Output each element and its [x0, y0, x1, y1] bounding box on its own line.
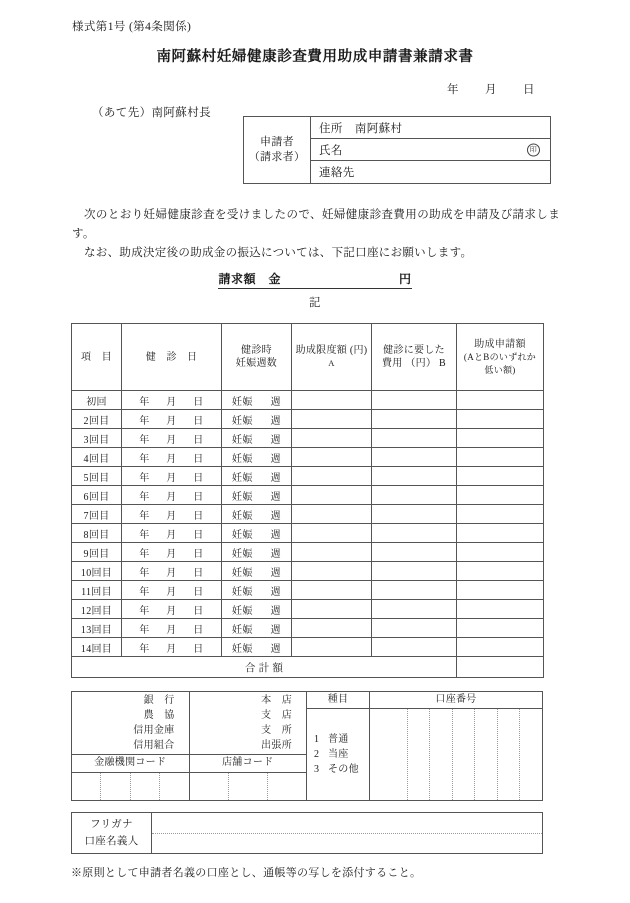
date-day-label: 日: [193, 548, 204, 560]
row-subsidy-request-cell[interactable]: [457, 562, 544, 581]
row-pregnancy-week-cell[interactable]: [222, 581, 292, 600]
applicant-label-line2: （請求者）: [248, 151, 306, 163]
code-header-row: [72, 754, 306, 772]
row-pregnancy-week-cell[interactable]: [222, 600, 292, 619]
date-year-label: 年: [139, 510, 150, 522]
form-number: 様式第1号 (第4条関係): [72, 21, 192, 33]
addressee: （あて先）南阿蘇村長: [92, 107, 211, 119]
row-subsidy-limit-cell[interactable]: [292, 638, 372, 657]
week-prefix-label: 妊娠: [232, 624, 253, 636]
table-row: [72, 448, 544, 467]
week-prefix-label: 妊娠: [232, 491, 253, 503]
row-item-label: 11回目: [72, 581, 122, 600]
account-holder-fields: [152, 813, 542, 853]
week-prefix-label: 妊娠: [232, 434, 253, 446]
table-row: [72, 429, 544, 448]
date-year-label: 年: [139, 548, 150, 560]
table-row: [72, 467, 544, 486]
date-month-label: 月: [166, 586, 177, 598]
week-suffix-label: 週: [270, 529, 281, 541]
name-label: 氏名: [319, 144, 343, 157]
row-subsidy-request-cell[interactable]: [457, 467, 544, 486]
row-actual-cost-cell[interactable]: [372, 410, 457, 429]
row-subsidy-limit-cell[interactable]: [292, 429, 372, 448]
row-subsidy-limit-cell[interactable]: [292, 486, 372, 505]
row-actual-cost-cell[interactable]: [372, 505, 457, 524]
ki-marker: 記: [309, 297, 321, 309]
account-number-digit[interactable]: [520, 709, 542, 800]
account-type-column: [307, 692, 370, 800]
row-item-label: 4回目: [72, 448, 122, 467]
week-prefix-label: 妊娠: [232, 396, 253, 408]
row-item-label: 12回目: [72, 600, 122, 619]
exam-table-head: [72, 324, 544, 391]
date-day-label: 日: [193, 586, 204, 598]
date-year-label: 年: [139, 643, 150, 655]
row-item-label: 14回目: [72, 638, 122, 657]
date-year-label: 年: [139, 491, 150, 503]
applicant-contact-row[interactable]: [311, 161, 550, 183]
row-item-label: 5回目: [72, 467, 122, 486]
date-month-label: 月: [166, 605, 177, 617]
row-pregnancy-week-cell[interactable]: [222, 391, 292, 410]
exam-table-foot: [72, 657, 544, 678]
date-month-label: 月: [166, 624, 177, 636]
date-day-label: 日: [193, 434, 204, 446]
account-holder-labels: [72, 813, 152, 853]
footer-note: ※原則として申請者名義の口座とし、通帳等の写しを添付すること。: [71, 867, 422, 879]
branch-code-label: 店舗コード: [222, 757, 274, 768]
week-suffix-label: 週: [270, 491, 281, 503]
week-prefix-label: 妊娠: [232, 510, 253, 522]
row-item-label: 9回目: [72, 543, 122, 562]
claim-amount-label: 請求額 金: [218, 272, 281, 286]
table-row: [72, 486, 544, 505]
institution-type-option[interactable]: 信用組合: [133, 740, 175, 751]
week-prefix-label: 妊娠: [232, 453, 253, 465]
date-month-label: 月: [485, 84, 497, 96]
row-subsidy-limit-cell[interactable]: [292, 524, 372, 543]
date-month-label: 月: [166, 472, 177, 484]
table-row: [72, 543, 544, 562]
account-type-number: 3: [314, 764, 320, 775]
row-subsidy-limit-cell[interactable]: [292, 467, 372, 486]
row-subsidy-request-cell[interactable]: [457, 619, 544, 638]
week-suffix-label: 週: [270, 548, 281, 560]
week-suffix-label: 週: [270, 567, 281, 579]
account-number-column: [370, 692, 542, 800]
table-row: [72, 410, 544, 429]
row-exam-date-cell[interactable]: [122, 391, 222, 410]
bank-right-block: [307, 692, 542, 800]
account-number-digit[interactable]: [475, 709, 498, 800]
account-holder-name-input[interactable]: [152, 834, 542, 854]
row-pregnancy-week-cell[interactable]: [222, 562, 292, 581]
account-number-label: 口座番号: [370, 692, 542, 709]
branch-type-option[interactable]: 支 店: [261, 710, 292, 721]
row-actual-cost-cell[interactable]: [372, 448, 457, 467]
account-number-digit[interactable]: [498, 709, 521, 800]
total-row: [72, 657, 544, 678]
institution-code-digit[interactable]: [72, 773, 101, 800]
row-actual-cost-cell[interactable]: [372, 524, 457, 543]
contact-label: 連絡先: [319, 167, 355, 179]
date-year-label: 年: [139, 529, 150, 541]
header-subsidy-request: [457, 324, 544, 391]
account-holder-box: [71, 812, 543, 854]
date-month-label: 月: [166, 510, 177, 522]
account-type-options[interactable]: [307, 709, 369, 800]
row-actual-cost-cell[interactable]: [372, 486, 457, 505]
exam-table-body: [72, 391, 544, 657]
row-subsidy-request-cell[interactable]: [457, 581, 544, 600]
week-prefix-label: 妊娠: [232, 643, 253, 655]
row-subsidy-request-cell[interactable]: [457, 600, 544, 619]
week-suffix-label: 週: [270, 605, 281, 617]
row-subsidy-limit-cell[interactable]: [292, 448, 372, 467]
address-value: 南阿蘇村: [354, 122, 403, 135]
applicant-label: [244, 117, 311, 183]
furigana-input[interactable]: [152, 813, 542, 834]
institution-code-digit[interactable]: [160, 773, 188, 800]
branch-type-option[interactable]: 支 所: [261, 725, 292, 736]
header-limit-line2: A: [328, 358, 335, 368]
exam-table: [71, 323, 544, 678]
account-number-digit[interactable]: [430, 709, 453, 800]
date-day-label: 日: [193, 624, 204, 636]
row-item-label: 8回目: [72, 524, 122, 543]
table-row: [72, 619, 544, 638]
header-pregnancy-week: [222, 324, 292, 391]
row-subsidy-limit-cell[interactable]: [292, 543, 372, 562]
row-subsidy-limit-cell[interactable]: [292, 505, 372, 524]
account-number-digit[interactable]: [453, 709, 476, 800]
applicant-box: [243, 116, 551, 184]
account-type-name: 当座: [328, 749, 349, 760]
date-month-label: 月: [166, 643, 177, 655]
week-prefix-label: 妊娠: [232, 548, 253, 560]
date-year-label: 年: [139, 415, 150, 427]
row-item-label: 7回目: [72, 505, 122, 524]
applicant-label-line1: 申請者: [260, 136, 294, 148]
date-year-label: 年: [139, 624, 150, 636]
week-suffix-label: 週: [270, 472, 281, 484]
row-pregnancy-week-cell[interactable]: [222, 410, 292, 429]
body-paragraph-1: 次のとおり妊婦健康診査を受けましたので、妊婦健康診査費用の助成を申請及び請求します。: [72, 209, 560, 240]
branch-type-option[interactable]: 出張所: [261, 740, 292, 751]
date-day-label: 日: [193, 643, 204, 655]
row-pregnancy-week-cell[interactable]: [222, 448, 292, 467]
row-exam-date-cell[interactable]: [122, 562, 222, 581]
applicant-address-row[interactable]: [311, 117, 550, 139]
account-type-option[interactable]: [314, 732, 369, 747]
row-pregnancy-week-cell[interactable]: [222, 486, 292, 505]
date-day-label: 日: [193, 415, 204, 427]
row-actual-cost-cell[interactable]: [372, 467, 457, 486]
row-exam-date-cell[interactable]: [122, 467, 222, 486]
claim-amount-inner[interactable]: [218, 270, 411, 289]
account-type-name: 普通: [328, 734, 349, 745]
row-subsidy-request-cell[interactable]: [457, 505, 544, 524]
header-actual-cost: [372, 324, 457, 391]
total-label: 合 計 額: [72, 657, 457, 678]
date-month-label: 月: [166, 415, 177, 427]
row-subsidy-request-cell[interactable]: [457, 429, 544, 448]
institution-code-cells[interactable]: [72, 773, 190, 800]
date-month-label: 月: [166, 567, 177, 579]
week-prefix-label: 妊娠: [232, 529, 253, 541]
row-pregnancy-week-cell[interactable]: [222, 638, 292, 657]
row-subsidy-request-cell[interactable]: [457, 448, 544, 467]
week-suffix-label: 週: [270, 643, 281, 655]
row-pregnancy-week-cell[interactable]: [222, 619, 292, 638]
week-prefix-label: 妊娠: [232, 415, 253, 427]
header-apply-line2: (AとBのいずれか: [463, 351, 537, 362]
date-day-label: 日: [193, 491, 204, 503]
date-day-label: 日: [193, 510, 204, 522]
week-suffix-label: 週: [270, 453, 281, 465]
date-month-label: 月: [166, 491, 177, 503]
date-year-label: 年: [139, 567, 150, 579]
week-prefix-label: 妊娠: [232, 605, 253, 617]
date-month-label: 月: [166, 434, 177, 446]
row-subsidy-limit-cell[interactable]: [292, 410, 372, 429]
week-suffix-label: 週: [270, 624, 281, 636]
date-month-label: 月: [166, 548, 177, 560]
row-exam-date-cell[interactable]: [122, 448, 222, 467]
account-holder-name-label: 口座名義人: [84, 836, 139, 847]
code-input-row: [72, 772, 306, 800]
institution-type-list[interactable]: [72, 692, 190, 754]
row-item-label: 10回目: [72, 562, 122, 581]
account-number-cells[interactable]: [370, 709, 542, 800]
applicant-name-row[interactable]: [311, 139, 550, 161]
row-exam-date-cell[interactable]: [122, 543, 222, 562]
account-type-number: 1: [314, 734, 320, 745]
institution-type-option[interactable]: 銀 行: [143, 695, 175, 706]
bank-names-row: [72, 692, 306, 754]
row-subsidy-request-cell[interactable]: [457, 638, 544, 657]
institution-type-option[interactable]: 農 協: [143, 710, 175, 721]
bank-left-block: [72, 692, 307, 800]
body-paragraph-2: なお、助成決定後の助成金の振込については、下記口座にお願いします。: [84, 247, 473, 259]
row-pregnancy-week-cell[interactable]: [222, 429, 292, 448]
week-prefix-label: 妊娠: [232, 586, 253, 598]
institution-code-label: 金融機関コード: [72, 755, 190, 772]
row-subsidy-request-cell[interactable]: [457, 524, 544, 543]
table-row: [72, 562, 544, 581]
date-day-label: 日: [523, 84, 535, 96]
row-exam-date-cell[interactable]: [122, 524, 222, 543]
header-item: 項 目: [72, 324, 122, 391]
claim-amount-line: [0, 270, 630, 289]
row-actual-cost-cell[interactable]: [372, 429, 457, 448]
date-year-label: 年: [139, 586, 150, 598]
bank-account-section: [71, 691, 543, 801]
week-suffix-label: 週: [270, 510, 281, 522]
date-year-label: 年: [139, 396, 150, 408]
exam-table-header-row: [72, 324, 544, 391]
row-subsidy-request-cell[interactable]: [457, 486, 544, 505]
row-subsidy-request-cell[interactable]: [457, 410, 544, 429]
row-subsidy-request-cell[interactable]: [457, 543, 544, 562]
date-month-label: 月: [166, 453, 177, 465]
date-day-label: 日: [193, 605, 204, 617]
account-type-option[interactable]: [314, 762, 369, 777]
row-exam-date-cell[interactable]: [122, 581, 222, 600]
furigana-label: フリガナ: [90, 819, 133, 830]
row-subsidy-limit-cell[interactable]: [292, 391, 372, 410]
row-exam-date-cell[interactable]: [122, 486, 222, 505]
account-type-option[interactable]: [314, 747, 369, 762]
header-cost-line1: 健診に要した: [383, 345, 445, 356]
row-exam-date-cell[interactable]: [122, 619, 222, 638]
applicant-fields: [311, 117, 550, 183]
row-exam-date-cell[interactable]: [122, 638, 222, 657]
row-item-label: 2回目: [72, 410, 122, 429]
header-exam-date: 健 診 日: [122, 324, 222, 391]
week-prefix-label: 妊娠: [232, 472, 253, 484]
date-month-label: 月: [166, 529, 177, 541]
row-item-label: 13回目: [72, 619, 122, 638]
date-line: [447, 81, 535, 97]
row-actual-cost-cell[interactable]: [372, 543, 457, 562]
date-year-label: 年: [139, 453, 150, 465]
date-day-label: 日: [193, 396, 204, 408]
branch-code-cells[interactable]: [190, 773, 307, 800]
row-subsidy-limit-cell[interactable]: [292, 600, 372, 619]
institution-code-digit[interactable]: [131, 773, 160, 800]
page-title: 南阿蘇村妊婦健康診査費用助成申請書兼請求書: [156, 49, 474, 65]
branch-type-list[interactable]: [190, 692, 307, 754]
row-actual-cost-cell[interactable]: [372, 600, 457, 619]
institution-code-digit[interactable]: [101, 773, 130, 800]
seal-icon: 印: [527, 143, 540, 156]
claim-amount-unit: 円: [399, 272, 412, 286]
row-item-label: 3回目: [72, 429, 122, 448]
row-subsidy-limit-cell[interactable]: [292, 562, 372, 581]
row-pregnancy-week-cell[interactable]: [222, 543, 292, 562]
header-cost-line2: 費用 （円） B: [381, 358, 447, 369]
table-row: [72, 638, 544, 657]
date-year-label: 年: [139, 434, 150, 446]
date-day-label: 日: [193, 567, 204, 579]
row-subsidy-limit-cell[interactable]: [292, 581, 372, 600]
row-actual-cost-cell[interactable]: [372, 581, 457, 600]
header-limit-line1: 助成限度額 (円): [295, 345, 368, 356]
branch-code-digit[interactable]: [268, 773, 306, 800]
row-actual-cost-cell[interactable]: [372, 562, 457, 581]
table-row: [72, 581, 544, 600]
week-suffix-label: 週: [270, 415, 281, 427]
account-type-label: 種目: [307, 692, 369, 709]
date-year-label: 年: [139, 605, 150, 617]
date-day-label: 日: [193, 529, 204, 541]
institution-type-option[interactable]: 信用金庫: [133, 725, 175, 736]
row-item-label: 6回目: [72, 486, 122, 505]
table-row: [72, 524, 544, 543]
date-year-label: 年: [139, 472, 150, 484]
date-year-label: 年: [447, 84, 459, 96]
date-month-label: 月: [166, 396, 177, 408]
row-actual-cost-cell[interactable]: [372, 619, 457, 638]
row-item-label: 初回: [72, 391, 122, 410]
account-type-number: 2: [314, 749, 320, 760]
table-row: [72, 505, 544, 524]
header-apply-line3: 低い額): [484, 364, 516, 375]
total-value-cell[interactable]: [457, 657, 544, 678]
week-prefix-label: 妊娠: [232, 567, 253, 579]
date-day-label: 日: [193, 472, 204, 484]
week-suffix-label: 週: [270, 396, 281, 408]
row-pregnancy-week-cell[interactable]: [222, 467, 292, 486]
row-exam-date-cell[interactable]: [122, 410, 222, 429]
account-number-digit[interactable]: [385, 709, 408, 800]
table-row: [72, 600, 544, 619]
header-subsidy-limit: [292, 324, 372, 391]
row-actual-cost-cell[interactable]: [372, 391, 457, 410]
row-pregnancy-week-cell[interactable]: [222, 524, 292, 543]
row-actual-cost-cell[interactable]: [372, 638, 457, 657]
row-exam-date-cell[interactable]: [122, 505, 222, 524]
header-apply-line1: 助成申請額: [474, 338, 526, 350]
week-suffix-label: 週: [270, 434, 281, 446]
row-subsidy-limit-cell[interactable]: [292, 619, 372, 638]
header-week-line2: 妊娠週数: [235, 358, 278, 369]
row-exam-date-cell[interactable]: [122, 429, 222, 448]
week-suffix-label: 週: [270, 586, 281, 598]
address-label: 住所: [319, 122, 343, 135]
table-row: [72, 391, 544, 410]
account-type-name: その他: [328, 764, 359, 775]
date-day-label: 日: [193, 453, 204, 465]
branch-code-digit[interactable]: [190, 773, 229, 800]
header-week-line1: 健診時: [241, 345, 272, 356]
row-pregnancy-week-cell[interactable]: [222, 505, 292, 524]
row-exam-date-cell[interactable]: [122, 600, 222, 619]
account-number-digit[interactable]: [408, 709, 431, 800]
branch-type-option[interactable]: 本 店: [261, 695, 292, 706]
row-subsidy-request-cell[interactable]: [457, 391, 544, 410]
branch-code-digit[interactable]: [229, 773, 268, 800]
